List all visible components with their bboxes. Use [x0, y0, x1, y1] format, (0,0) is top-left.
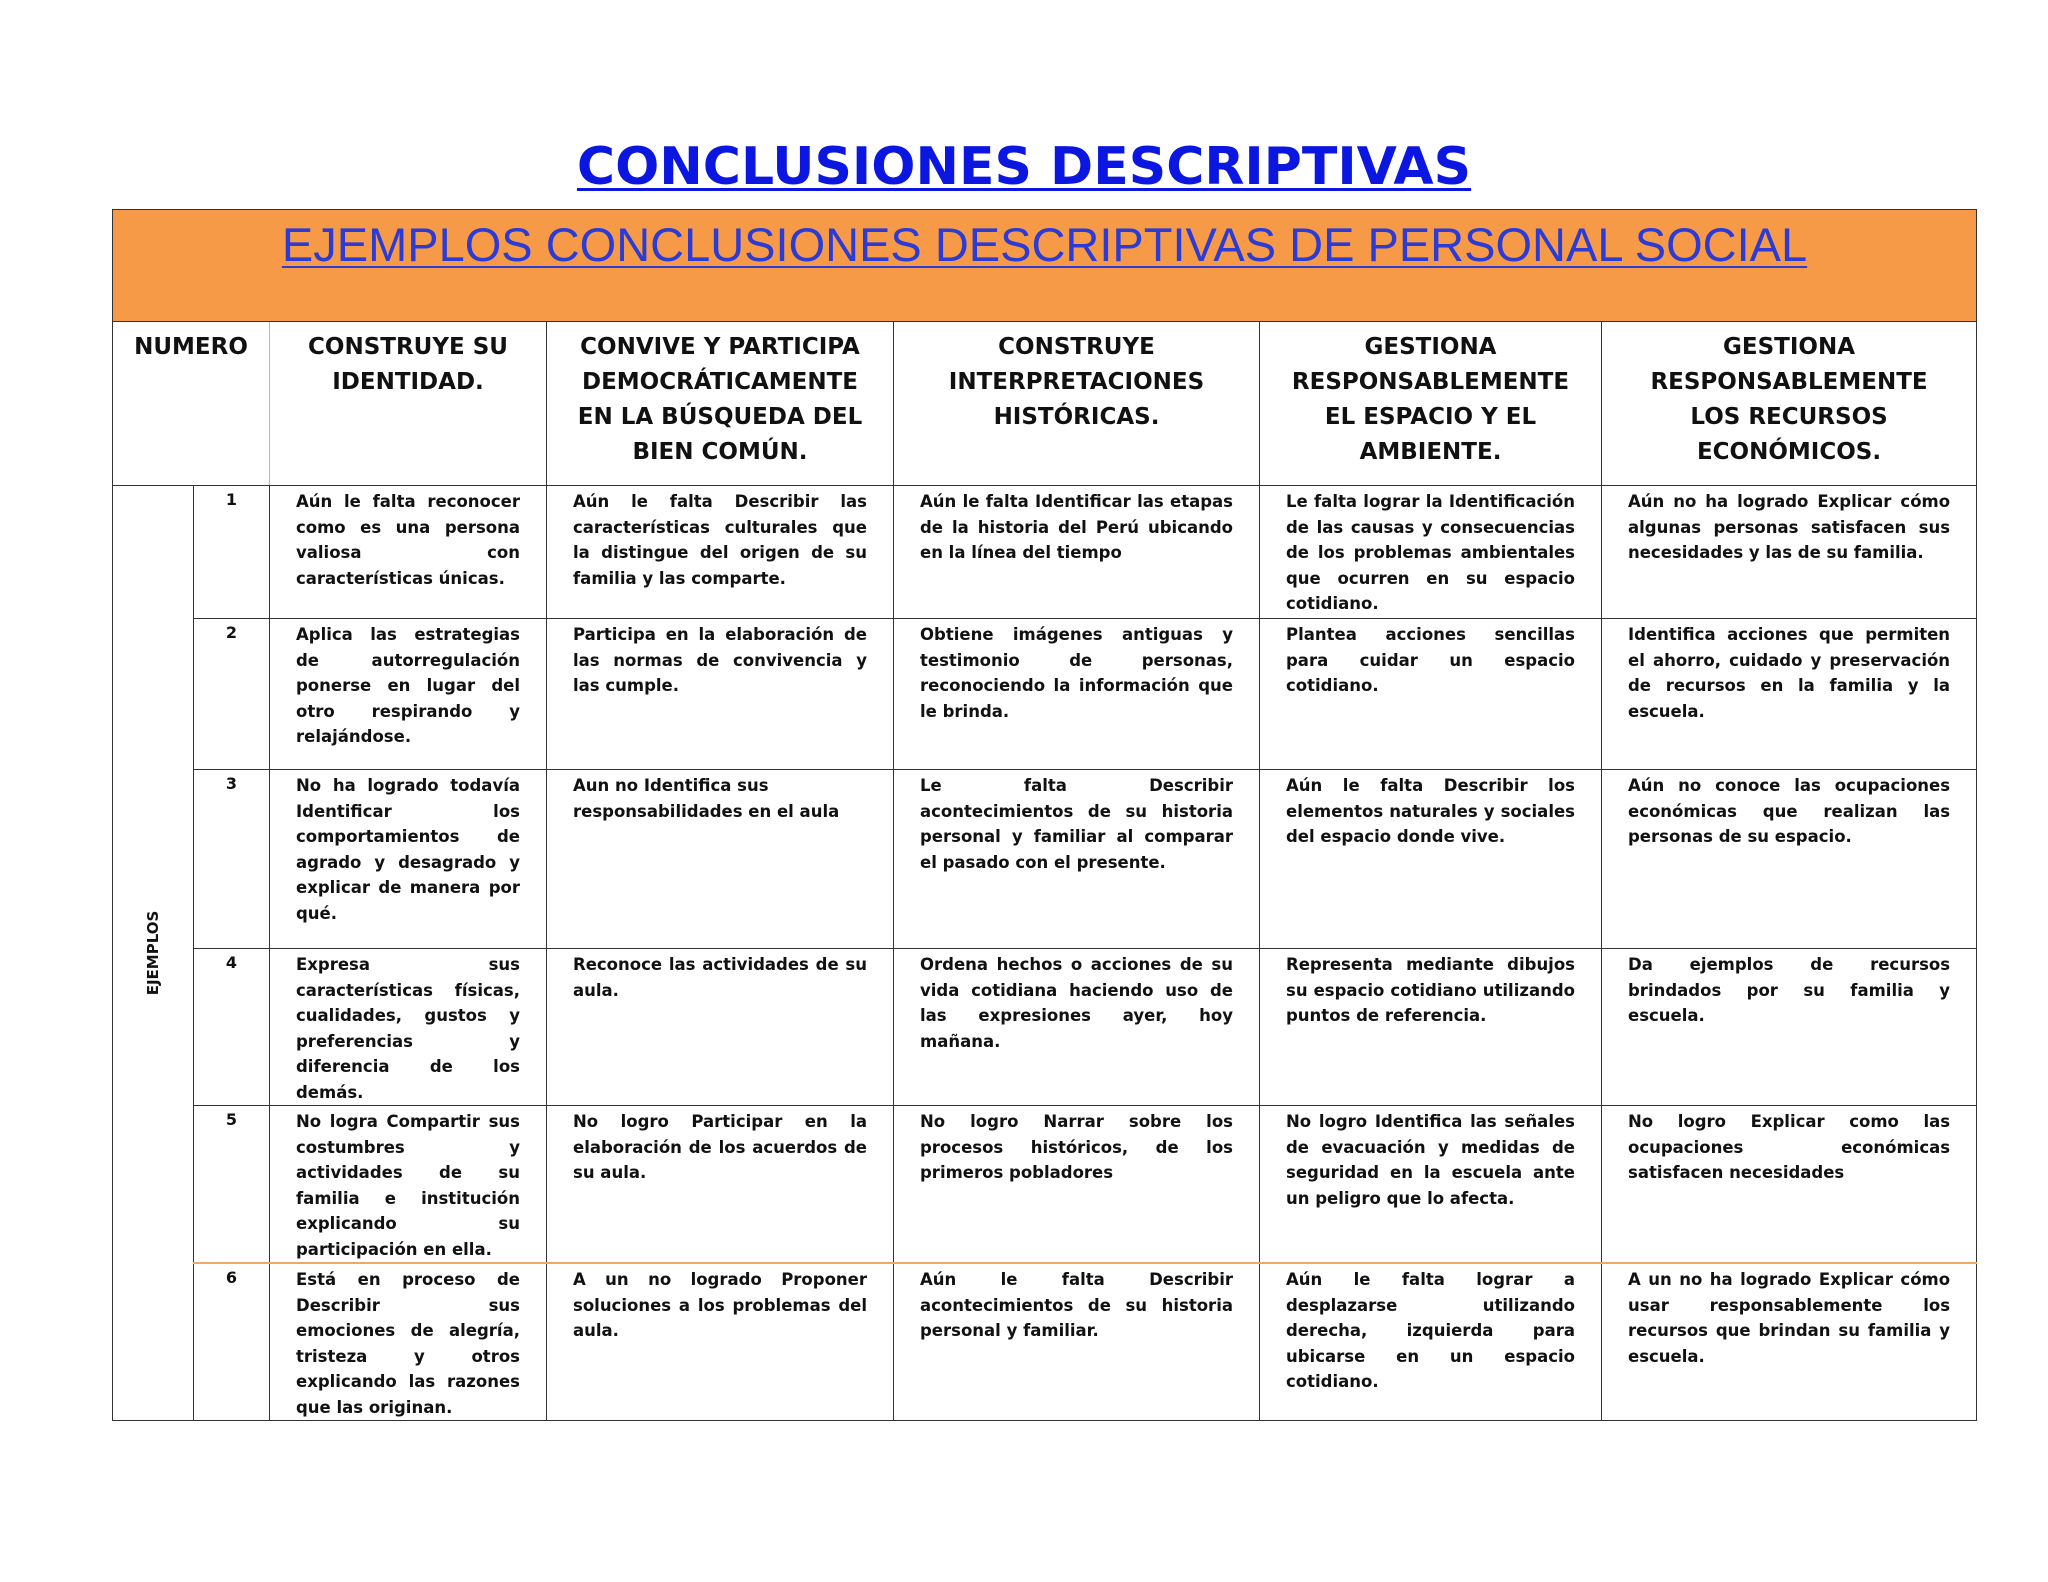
header-row: [113, 322, 1977, 486]
cell-convive: A un no logrado Proponer soluciones a los problemas del aula.: [547, 1263, 894, 1421]
cell-recursos: Identifica acciones que permiten el ahorro, cuidado y preservación de recursos en la familia y la escuela.: [1602, 619, 1977, 770]
table-row: [113, 486, 1977, 619]
cell-historicas: Aún le falta Describir acontecimientos de su historia personal y familiar.: [894, 1263, 1260, 1421]
row-number: 1: [194, 486, 270, 619]
header-line: DEMOCRÁTICAMENTE: [581, 369, 859, 395]
cell-espacio: Plantea acciones sencillas para cuidar un espacio cotidiano.: [1260, 619, 1602, 770]
header-line: CONVIVE Y PARTICIPA: [580, 334, 860, 360]
banner-cell: [113, 210, 1977, 322]
cell-historicas: No logro Narrar sobre los procesos históricos, de los primeros pobladores: [894, 1106, 1260, 1264]
page-title: CONCLUSIONES DESCRIPTIVAS: [576, 137, 1472, 197]
cell-identidad: No ha logrado todavía Identificar los comportamientos de agrado y desagrado y explicar de manera por qué.: [270, 770, 547, 949]
header-line: INTERPRETACIONES: [948, 369, 1205, 395]
cell-identidad: Está en proceso de Describir sus emociones de alegría, tristeza y otros explicando las razones que las originan.: [270, 1263, 547, 1421]
header-numero-label: NUMERO: [134, 334, 248, 360]
table-row: [113, 770, 1977, 949]
header-line: GESTIONA: [1364, 334, 1497, 360]
cell-recursos: Aún no conoce las ocupaciones económicas que realizan las personas de su espacio.: [1602, 770, 1977, 949]
cell-historicas: Le falta Describir acontecimientos de su historia personal y familiar al comparar el pasado con el presente.: [894, 770, 1260, 949]
header-line: EN LA BÚSQUEDA DEL: [577, 404, 863, 430]
cell-identidad: No logra Compartir sus costumbres y actividades de su familia e institución explicando su participación en ella.: [270, 1106, 547, 1264]
cell-espacio: Aún le falta Describir los elementos naturales y sociales del espacio donde vive.: [1260, 770, 1602, 949]
header-numero: [113, 322, 270, 486]
cell-espacio: No logro Identifica las señales de evacuación y medidas de seguridad en la escuela ante un peligro que lo afecta.: [1260, 1106, 1602, 1264]
header-line: EL ESPACIO Y EL: [1324, 404, 1537, 430]
table-subtitle: EJEMPLOS CONCLUSIONES DESCRIPTIVAS DE PERSONAL SOCIAL: [281, 218, 1808, 271]
side-label: EJEMPLOS: [144, 910, 162, 996]
header-line: RESPONSABLEMENTE: [1291, 369, 1570, 395]
cell-espacio: Representa mediante dibujos su espacio cotidiano utilizando puntos de referencia.: [1260, 949, 1602, 1106]
header-line: CONSTRUYE: [998, 334, 1155, 360]
cell-convive: Reconoce las actividades de su aula.: [547, 949, 894, 1106]
cell-historicas: Obtiene imágenes antiguas y testimonio de personas, reconociendo la información que le brinda.: [894, 619, 1260, 770]
cell-convive: Aún le falta Describir las características culturales que la distingue del origen de su familia y las comparte.: [547, 486, 894, 619]
cell-recursos: A un no ha logrado Explicar cómo usar responsablemente los recursos que brindan su familia y escuela.: [1602, 1263, 1977, 1421]
header-historicas: [894, 322, 1260, 486]
header-line: CONSTRUYE SU: [308, 334, 508, 360]
cell-identidad: Aplica las estrategias de autorregulación ponerse en lugar del otro respirando y relajándose.: [270, 619, 547, 770]
conclusions-table: [112, 209, 1977, 1421]
cell-convive: No logro Participar en la elaboración de los acuerdos de su aula.: [547, 1106, 894, 1264]
cell-espacio: Le falta lograr la Identificación de las causas y consecuencias de los problemas ambientales que ocurren en su espacio cotidiano.: [1260, 486, 1602, 619]
row-number: 6: [194, 1263, 270, 1421]
header-line: LOS RECURSOS: [1690, 404, 1888, 430]
cell-historicas: Ordena hechos o acciones de su vida cotidiana haciendo uso de las expresiones ayer, hoy mañana.: [894, 949, 1260, 1106]
cell-espacio: Aún le falta lograr a desplazarse utilizando derecha, izquierda para ubicarse en un espacio cotidiano.: [1260, 1263, 1602, 1421]
cell-recursos: Da ejemplos de recursos brindados por su familia y escuela.: [1602, 949, 1977, 1106]
header-recursos: [1602, 322, 1977, 486]
header-line: IDENTIDAD.: [332, 369, 484, 395]
header-line: ECONÓMICOS.: [1696, 439, 1882, 465]
header-line: AMBIENTE.: [1359, 439, 1502, 465]
header-convive: [547, 322, 894, 486]
cell-recursos: No logro Explicar como las ocupaciones económicas satisfacen necesidades: [1602, 1106, 1977, 1264]
table-row: [113, 949, 1977, 1106]
row-number: 4: [194, 949, 270, 1106]
cell-convive: [547, 770, 894, 949]
header-identidad: [270, 322, 547, 486]
cell-convive-text: Aun no Identifica sus responsabilidades en el aula: [573, 776, 840, 821]
row-number: 2: [194, 619, 270, 770]
table-row: [113, 1263, 1977, 1421]
banner-row: [113, 210, 1977, 322]
cell-identidad: Aún le falta reconocer como es una persona valiosa con características únicas.: [270, 486, 547, 619]
cell-identidad: Expresa sus características físicas, cualidades, gustos y preferencias y diferencia de los demás.: [270, 949, 547, 1106]
row-number: 5: [194, 1106, 270, 1264]
header-line: RESPONSABLEMENTE: [1650, 369, 1928, 395]
header-line: BIEN COMÚN.: [632, 439, 808, 465]
side-label-cell: [113, 486, 194, 1421]
header-line: HISTÓRICAS.: [993, 404, 1160, 430]
table-row: [113, 619, 1977, 770]
table-row: [113, 1106, 1977, 1264]
cell-historicas: Aún le falta Identificar las etapas de la historia del Perú ubicando en la línea del tiempo: [894, 486, 1260, 619]
cell-convive: Participa en la elaboración de las normas de convivencia y las cumple.: [547, 619, 894, 770]
header-line: GESTIONA: [1723, 334, 1856, 360]
cell-recursos: Aún no ha logrado Explicar cómo algunas personas satisfacen sus necesidades y las de su familia.: [1602, 486, 1977, 619]
header-espacio: [1260, 322, 1602, 486]
row-number: 3: [194, 770, 270, 949]
